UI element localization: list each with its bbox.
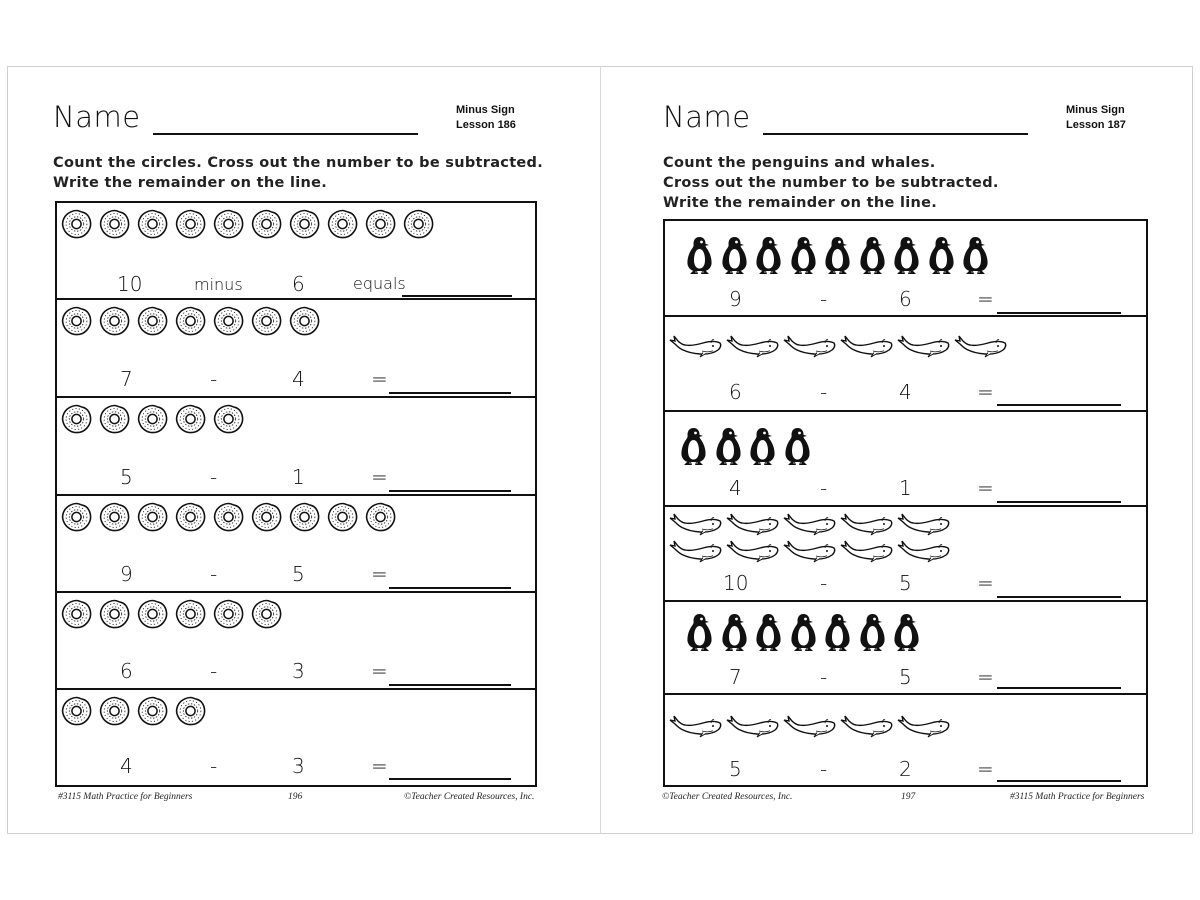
page-number: 197 — [901, 792, 916, 802]
subtrahend: 6 — [899, 287, 912, 311]
circle-icon — [289, 209, 320, 239]
instruction-line: Count the penguins and whales. — [663, 155, 936, 171]
whale-icon — [840, 335, 893, 359]
penguin-icon — [679, 426, 708, 466]
circle-group — [61, 306, 441, 336]
circle-icon — [289, 502, 320, 532]
circle-icon — [99, 404, 130, 434]
penguin-icon — [858, 612, 887, 652]
whale-icon — [897, 513, 950, 537]
circle-icon — [251, 502, 282, 532]
problem-row — [665, 695, 1146, 787]
lesson-number: Lesson 187 — [1066, 119, 1126, 131]
lesson-topic: Minus Sign — [456, 104, 515, 116]
circle-icon — [137, 306, 168, 336]
footer-copyright: ©Teacher Created Resources, Inc. — [662, 792, 793, 802]
problem-row — [665, 602, 1146, 695]
operator: - — [210, 659, 218, 683]
problem-row — [665, 412, 1146, 507]
circle-icon — [61, 502, 92, 532]
whale-icon — [669, 715, 722, 739]
whale-icon — [726, 715, 779, 739]
equals-sign: = — [371, 562, 388, 586]
operator: - — [820, 757, 828, 781]
penguin-icon — [754, 612, 783, 652]
circle-group — [61, 209, 441, 239]
circle-icon — [175, 599, 206, 629]
circle-icon — [61, 209, 92, 239]
operator: - — [820, 476, 828, 500]
penguin-icon — [789, 612, 818, 652]
whale-icon — [840, 540, 893, 564]
whale-group — [669, 715, 1049, 742]
whale-icon — [954, 335, 1007, 359]
circle-icon — [99, 306, 130, 336]
whale-icon — [726, 540, 779, 564]
whale-icon — [840, 715, 893, 739]
subtrahend: 3 — [292, 659, 305, 683]
equals-sign: = — [371, 367, 388, 391]
equals-sign: equals — [353, 274, 406, 293]
circle-icon — [213, 306, 244, 336]
subtrahend: 5 — [899, 665, 912, 689]
operator: - — [210, 367, 218, 391]
minuend: 7 — [729, 665, 742, 689]
whale-icon — [669, 540, 722, 564]
minuend: 4 — [120, 754, 133, 778]
minuend: 10 — [117, 272, 143, 296]
penguin-icon — [961, 235, 990, 275]
penguin-group — [679, 426, 1059, 466]
subtrahend: 6 — [292, 272, 305, 296]
answer-line[interactable] — [389, 587, 511, 589]
minuend: 6 — [120, 659, 133, 683]
circle-icon — [213, 209, 244, 239]
operator: minus — [194, 275, 243, 294]
circle-icon — [175, 306, 206, 336]
problem-box — [663, 219, 1148, 787]
lesson-info — [456, 103, 516, 133]
circle-icon — [213, 404, 244, 434]
whale-icon — [783, 513, 836, 537]
footer-title: #3115 Math Practice for Beginners — [1010, 792, 1145, 802]
circle-icon — [61, 306, 92, 336]
circle-icon — [289, 306, 320, 336]
instruction-line: Write the remainder on the line. — [53, 175, 328, 191]
equals-sign: = — [977, 571, 994, 595]
penguin-icon — [685, 612, 714, 652]
circle-icon — [61, 404, 92, 434]
circle-icon — [327, 502, 358, 532]
circle-group — [61, 696, 441, 726]
penguin-icon — [789, 235, 818, 275]
whale-icon — [726, 513, 779, 537]
problem-row — [57, 593, 535, 690]
circle-icon — [251, 209, 282, 239]
problem-row — [665, 507, 1146, 602]
whale-icon — [783, 715, 836, 739]
penguin-icon — [823, 612, 852, 652]
problem-row — [57, 690, 535, 785]
operator: - — [210, 754, 218, 778]
circle-icon — [137, 404, 168, 434]
footer-title: #3115 Math Practice for Beginners — [58, 792, 193, 802]
subtrahend: 4 — [292, 367, 305, 391]
circle-icon — [403, 209, 434, 239]
whale-icon — [897, 540, 950, 564]
minuend: 6 — [729, 380, 742, 404]
answer-line[interactable] — [389, 490, 511, 492]
page-gutter — [600, 66, 601, 834]
lesson-topic: Minus Sign — [1066, 104, 1125, 116]
operator: - — [210, 562, 218, 586]
circle-icon — [365, 209, 396, 239]
subtrahend: 5 — [899, 571, 912, 595]
footer-copyright: ©Teacher Created Resources, Inc. — [404, 792, 535, 802]
problem-row — [57, 300, 535, 398]
whale-icon — [783, 540, 836, 564]
whale-icon — [669, 335, 722, 359]
answer-line[interactable] — [402, 295, 512, 297]
penguin-icon — [714, 426, 743, 466]
circle-icon — [175, 696, 206, 726]
circle-icon — [99, 599, 130, 629]
operator: - — [820, 665, 828, 689]
circle-icon — [365, 502, 396, 532]
minuend: 9 — [729, 287, 742, 311]
equals-sign: = — [977, 665, 994, 689]
penguin-icon — [720, 235, 749, 275]
instruction-line: Count the circles. Cross out the number to be subtracted. — [53, 155, 544, 171]
minuend: 7 — [120, 367, 133, 391]
circle-icon — [175, 209, 206, 239]
circle-icon — [137, 209, 168, 239]
name-field-line[interactable] — [153, 133, 418, 135]
answer-line[interactable] — [997, 312, 1121, 314]
problem-box — [55, 201, 537, 787]
right-page — [610, 0, 1200, 900]
equals-sign: = — [977, 287, 994, 311]
answer-line[interactable] — [997, 687, 1121, 689]
equals-sign: = — [371, 465, 388, 489]
circle-icon — [61, 696, 92, 726]
circle-icon — [327, 209, 358, 239]
whale-icon — [840, 513, 893, 537]
problem-row — [57, 496, 535, 593]
penguin-icon — [748, 426, 777, 466]
circle-icon — [137, 502, 168, 532]
minuend: 9 — [120, 562, 133, 586]
penguin-icon — [754, 235, 783, 275]
penguin-icon — [858, 235, 887, 275]
whale-group — [669, 513, 969, 567]
whale-group — [669, 335, 1049, 362]
problem-row — [665, 221, 1146, 317]
equals-sign: = — [371, 659, 388, 683]
circle-group — [61, 404, 441, 434]
penguin-group — [685, 235, 1065, 275]
problem-row — [665, 317, 1146, 412]
penguin-icon — [892, 235, 921, 275]
circle-icon — [251, 599, 282, 629]
answer-line[interactable] — [997, 404, 1121, 406]
lesson-info — [1066, 103, 1126, 133]
instructions — [53, 153, 543, 193]
circle-icon — [61, 599, 92, 629]
answer-line[interactable] — [997, 596, 1121, 598]
circle-icon — [99, 502, 130, 532]
instruction-line: Cross out the number to be subtracted. — [663, 175, 999, 191]
penguin-icon — [927, 235, 956, 275]
name-label: Name — [663, 100, 751, 134]
circle-icon — [99, 696, 130, 726]
minuend: 5 — [120, 465, 133, 489]
equals-sign: = — [371, 754, 388, 778]
whale-icon — [897, 335, 950, 359]
operator: - — [820, 380, 828, 404]
lesson-number: Lesson 186 — [456, 119, 516, 131]
penguin-icon — [823, 235, 852, 275]
subtrahend: 1 — [292, 465, 305, 489]
equals-sign: = — [977, 476, 994, 500]
circle-icon — [251, 306, 282, 336]
operator: - — [210, 465, 218, 489]
instruction-line: Write the remainder on the line. — [663, 195, 938, 211]
minuend: 5 — [729, 757, 742, 781]
answer-line[interactable] — [997, 780, 1121, 782]
whale-icon — [726, 335, 779, 359]
operator: - — [820, 287, 828, 311]
equals-sign: = — [977, 380, 994, 404]
minuend: 10 — [723, 571, 749, 595]
circle-icon — [213, 599, 244, 629]
problem-row — [57, 203, 535, 300]
penguin-icon — [783, 426, 812, 466]
circle-icon — [137, 696, 168, 726]
circle-icon — [175, 502, 206, 532]
subtrahend: 5 — [292, 562, 305, 586]
circle-icon — [137, 599, 168, 629]
penguin-icon — [892, 612, 921, 652]
operator: - — [820, 571, 828, 595]
name-field-line[interactable] — [763, 133, 1028, 135]
equals-sign: = — [977, 757, 994, 781]
answer-line[interactable] — [389, 684, 511, 686]
minuend: 4 — [729, 476, 742, 500]
answer-line[interactable] — [389, 392, 511, 394]
subtrahend: 3 — [292, 754, 305, 778]
subtrahend: 4 — [899, 380, 912, 404]
circle-icon — [175, 404, 206, 434]
answer-line[interactable] — [997, 501, 1121, 503]
circle-icon — [213, 502, 244, 532]
circle-group — [61, 502, 441, 532]
subtrahend: 1 — [899, 476, 912, 500]
instructions — [663, 153, 999, 213]
penguin-group — [685, 612, 1065, 652]
circle-group — [61, 599, 441, 629]
page-number: 196 — [288, 792, 303, 802]
whale-icon — [669, 513, 722, 537]
problem-row — [57, 398, 535, 496]
answer-line[interactable] — [389, 778, 511, 780]
penguin-icon — [685, 235, 714, 275]
whale-icon — [783, 335, 836, 359]
subtrahend: 2 — [899, 757, 912, 781]
penguin-icon — [720, 612, 749, 652]
whale-icon — [897, 715, 950, 739]
circle-icon — [99, 209, 130, 239]
name-label: Name — [53, 100, 141, 134]
